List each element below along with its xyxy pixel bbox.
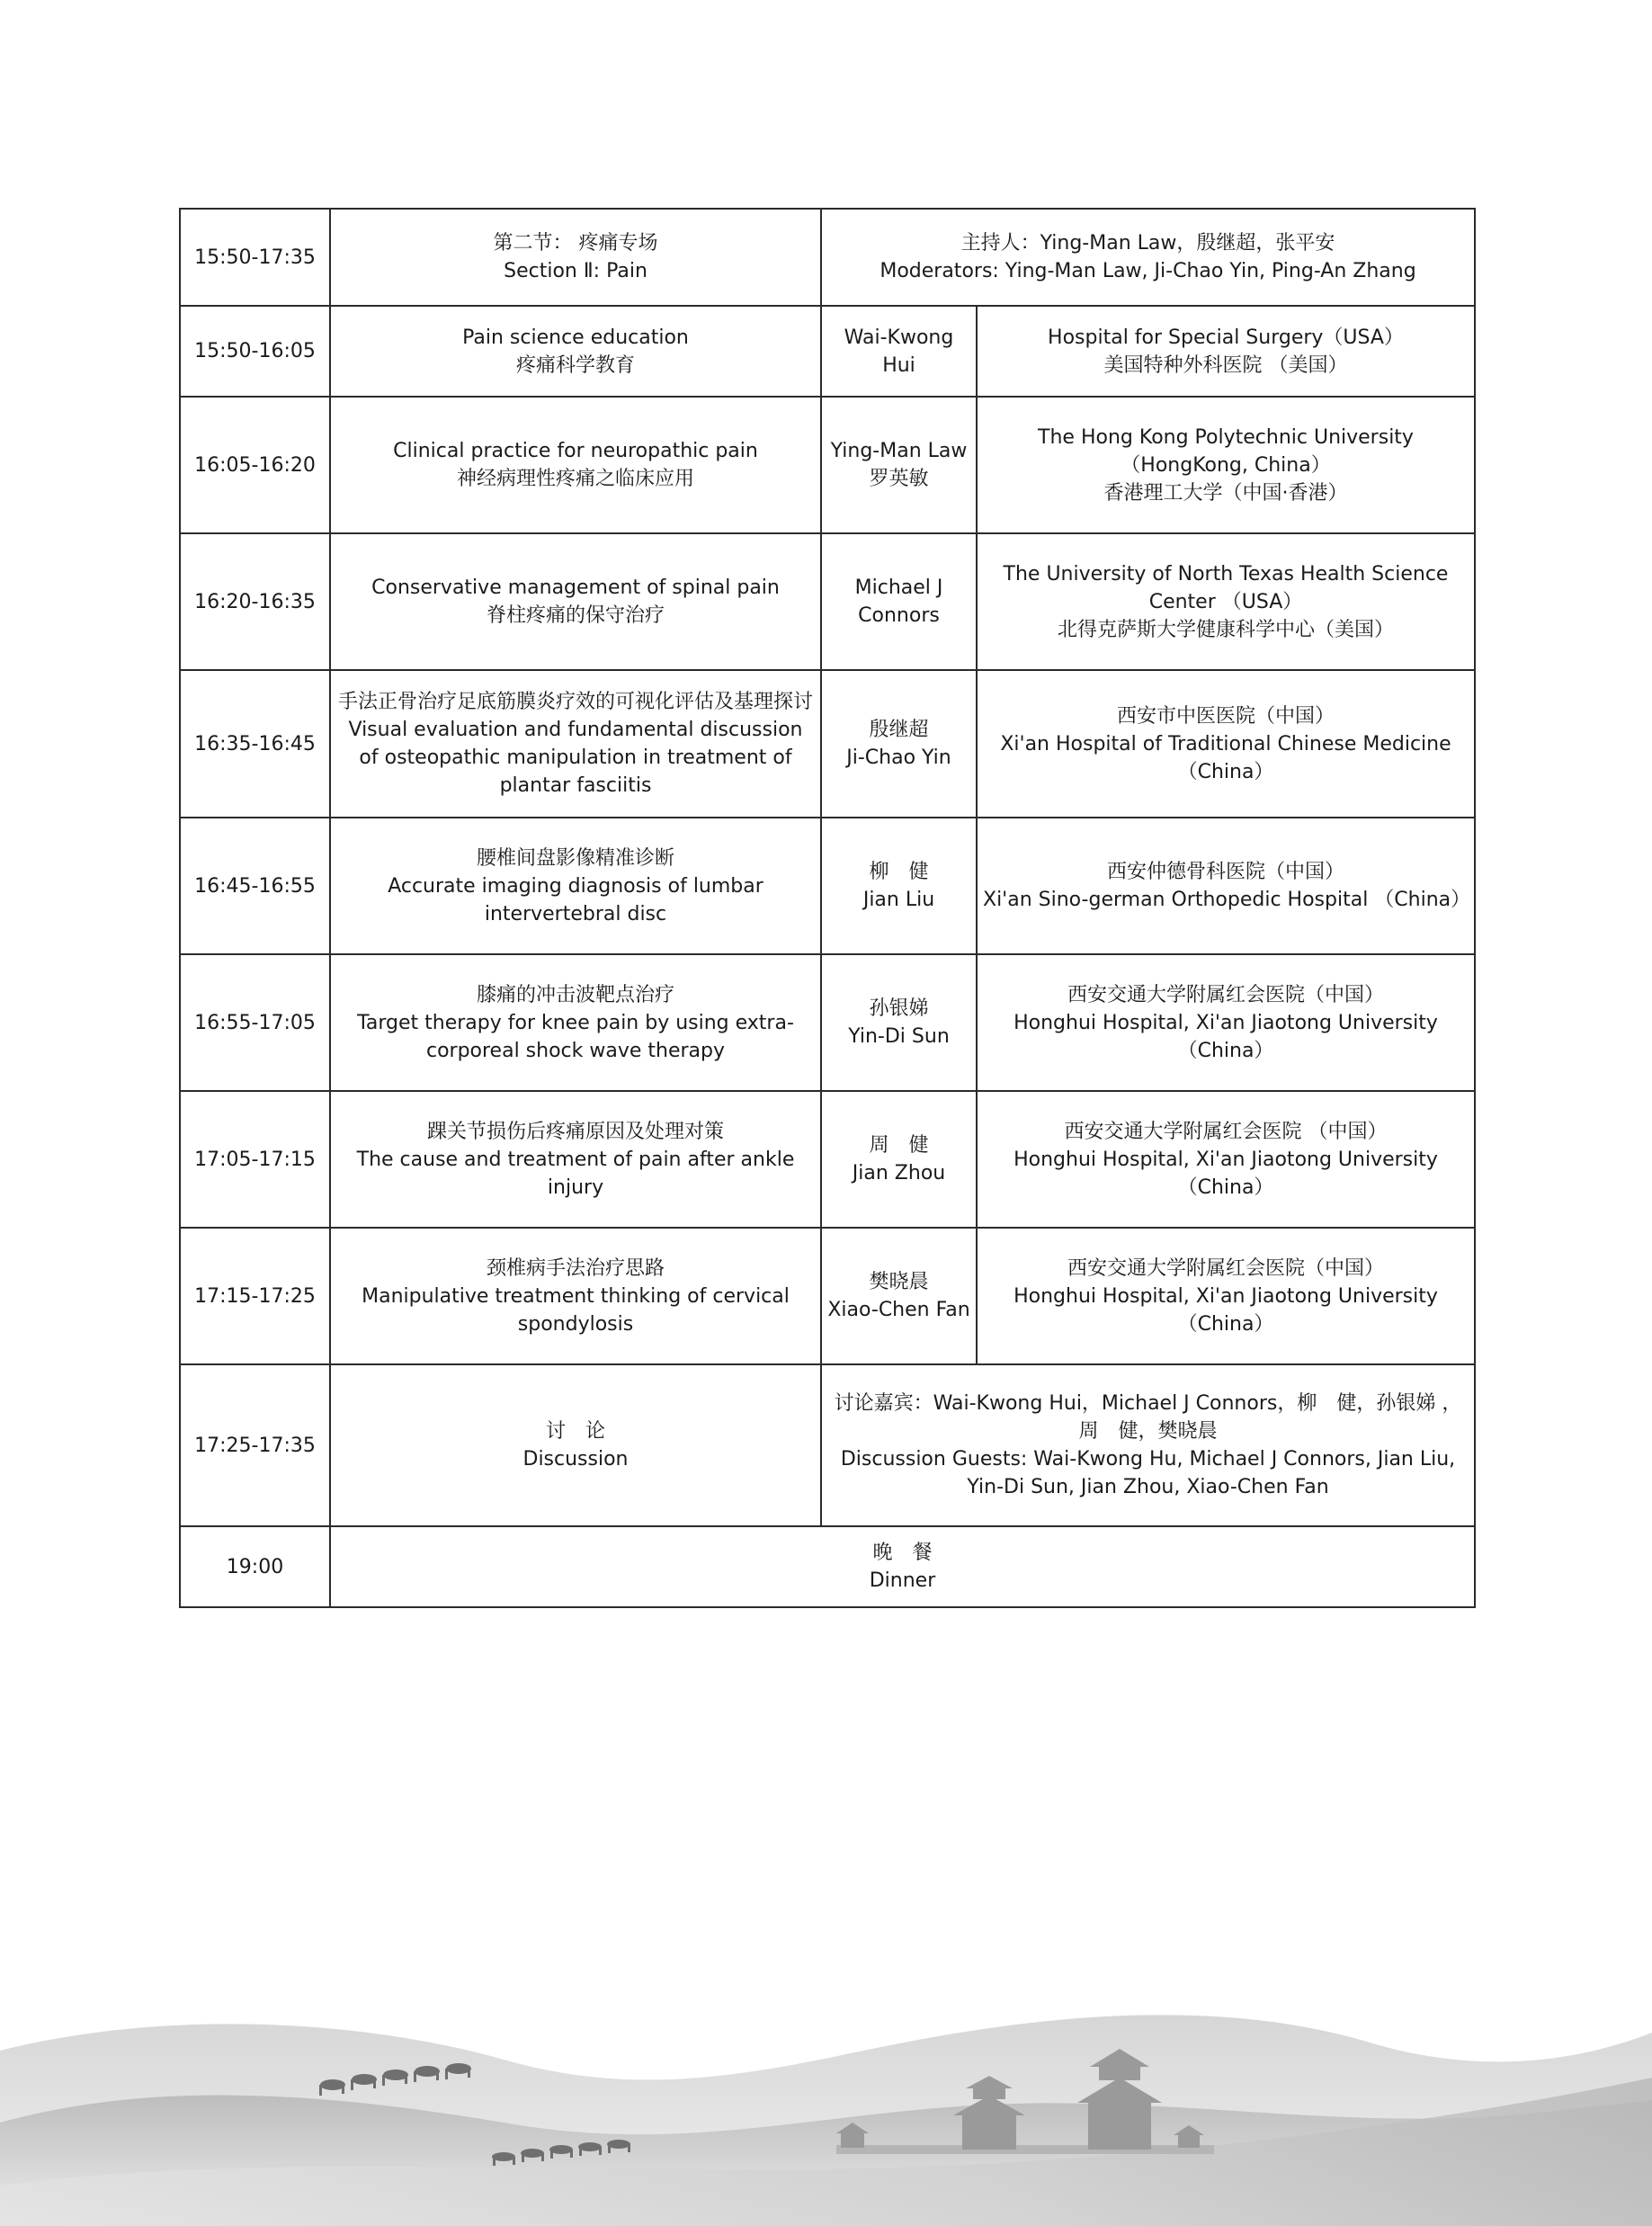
session-moderators (821, 209, 1475, 306)
talk-speaker-line: Ji-Chao Yin (846, 746, 951, 769)
talk-time: 16:35-16:45 (180, 670, 330, 818)
talk-time: 17:15-17:25 (180, 1228, 330, 1364)
session-title-en: Section Ⅱ: Pain (504, 260, 647, 282)
dinner-title-en: Dinner (869, 1569, 936, 1592)
talk-title-line: Clinical practice for neuropathic pain (393, 440, 758, 462)
schedule-table (179, 208, 1476, 1608)
talk-title-line: 脊柱疼痛的保守治疗 (486, 604, 665, 627)
talk-speaker-line: Wai-Kwong Hui (844, 326, 954, 377)
talk-speaker-line: Jian Liu (862, 889, 935, 911)
talk-affiliation-line: Xi'an Sino-german Orthopedic Hospital （China） (983, 889, 1471, 911)
discussion-title (330, 1364, 821, 1526)
talk-title-line: Visual evaluation and fundamental discussion of osteopathic manipulation in treatment of plantar fasciitis (348, 719, 803, 797)
dinner-time: 19:00 (180, 1526, 330, 1607)
discussion-guests-en: Discussion Guests: Wai-Kwong Hu, Michael J Connors, Jian Liu, Yin-Di Sun, Jian Zhou, Xiao-Chen Fan (840, 1448, 1456, 1498)
talk-speaker (821, 818, 977, 954)
talk-speaker (821, 397, 977, 533)
talk-title-line: 疼痛科学教育 (515, 353, 635, 377)
talk-speaker-line: Ying-Man Law (830, 440, 968, 462)
talk-time: 16:05-16:20 (180, 397, 330, 533)
talk-affiliation-line: 西安交通大学附属红会医院（中国） (1067, 1256, 1385, 1280)
talk-affiliation (977, 670, 1475, 818)
talk-affiliation-line: 美国特种外科医院 （美国） (1103, 353, 1348, 377)
talk-affiliation (977, 954, 1475, 1091)
talk-affiliation-line: 西安市中医医院（中国） (1117, 704, 1335, 728)
talk-row (180, 670, 1475, 818)
talk-affiliation (977, 306, 1475, 397)
talk-row (180, 818, 1475, 954)
talk-affiliation-line: 北得克萨斯大学健康科学中心（美国） (1058, 618, 1395, 641)
talk-title-line: Manipulative treatment thinking of cervical spondylosis (362, 1284, 790, 1336)
talk-time: 16:45-16:55 (180, 818, 330, 954)
talk-title-line: Accurate imaging diagnosis of lumbar intervertebral disc (388, 874, 763, 925)
talk-affiliation (977, 1228, 1475, 1364)
talk-time: 16:55-17:05 (180, 954, 330, 1091)
talk-affiliation-line: 西安交通大学附属红会医院（中国） (1067, 983, 1385, 1006)
talk-speaker (821, 1091, 977, 1228)
talk-title-line: 颈椎病手法治疗思路 (486, 1256, 665, 1280)
discussion-title-cn: 讨 论 (545, 1420, 605, 1443)
discussion-title-en: Discussion (522, 1448, 629, 1471)
talk-row (180, 1091, 1475, 1228)
talk-row (180, 533, 1475, 670)
talk-speaker (821, 670, 977, 818)
talk-title-line: 手法正骨治疗足底筋膜炎疗效的可视化评估及基理探讨 (337, 691, 813, 713)
session-header-row (180, 209, 1475, 306)
talk-title (330, 1228, 821, 1364)
talk-row (180, 397, 1475, 533)
talk-speaker-line: Connors (858, 604, 940, 627)
talk-speaker-line: 罗英敏 (869, 468, 929, 490)
talk-speaker-line: Xiao-Chen Fan (827, 1299, 970, 1321)
talk-row (180, 954, 1475, 1091)
talk-affiliation-line: 香港理工大学（中国·香港） (1103, 481, 1348, 505)
talk-title-line: 神经病理性疼痛之临床应用 (456, 468, 694, 490)
talk-speaker (821, 954, 977, 1091)
talk-title-line: The cause and treatment of pain after ankle injury (356, 1148, 795, 1199)
talk-affiliation-line: Honghui Hospital, Xi'an Jiaotong University（China） (1014, 1284, 1438, 1336)
talk-time: 16:20-16:35 (180, 533, 330, 670)
talk-speaker-line: Yin-Di Sun (848, 1025, 950, 1048)
discussion-time: 17:25-17:35 (180, 1364, 330, 1526)
talk-title (330, 533, 821, 670)
talk-title (330, 306, 821, 397)
talk-affiliation-line: 西安交通大学附属红会医院 （中国） (1064, 1120, 1388, 1143)
session-title (330, 209, 821, 306)
desert-landscape-illustration (0, 1943, 1652, 2226)
talk-title (330, 818, 821, 954)
talk-speaker (821, 306, 977, 397)
talk-affiliation-line: The Hong Kong Polytechnic University （HongKong, China） (1038, 425, 1414, 477)
talk-speaker (821, 533, 977, 670)
talk-affiliation-line: Hospital for Special Surgery（USA） (1048, 326, 1404, 349)
talk-row (180, 1228, 1475, 1364)
dinner-title (330, 1526, 1475, 1607)
talk-row (180, 306, 1475, 397)
talk-affiliation (977, 1091, 1475, 1228)
talk-title (330, 670, 821, 818)
talk-title (330, 954, 821, 1091)
talk-affiliation-line: Honghui Hospital, Xi'an Jiaotong University（China） (1014, 1148, 1438, 1199)
talk-title-line: Target therapy for knee pain by using extra-corporeal shock wave therapy (357, 1011, 794, 1062)
talk-speaker-line: 樊晓晨 (869, 1271, 929, 1293)
talk-title-line: Conservative management of spinal pain (371, 577, 780, 599)
talk-speaker-line: Jian Zhou (852, 1162, 946, 1185)
talk-time: 17:05-17:15 (180, 1091, 330, 1228)
dinner-row (180, 1526, 1475, 1607)
talk-title-line: Pain science education (462, 326, 689, 349)
talk-title-line: 膝痛的冲击波靶点治疗 (476, 983, 674, 1006)
discussion-guests-cn: 讨论嘉宾：Wai-Kwong Hui，Michael J Connors，柳 健，孙银娣 ，周 健，樊晓晨 (834, 1392, 1462, 1443)
talk-affiliation-line: 西安仲德骨科医院（中国） (1107, 861, 1345, 883)
talk-time: 15:50-16:05 (180, 306, 330, 397)
talk-title (330, 1091, 821, 1228)
talk-title (330, 397, 821, 533)
talk-affiliation-line: Xi'an Hospital of Traditional Chinese Medicine （China） (1000, 732, 1451, 783)
talk-affiliation-line: The University of North Texas Health Science Center （USA） (1003, 562, 1449, 613)
talk-affiliation (977, 533, 1475, 670)
talk-title-line: 踝关节损伤后疼痛原因及处理对策 (426, 1120, 724, 1143)
talk-affiliation (977, 397, 1475, 533)
moderators-cn: 主持人：Ying-Man Law，殷继超，张平安 (960, 232, 1335, 255)
session-title-cn: 第二节： 疼痛专场 (493, 232, 658, 255)
talk-speaker-line: Michael J (854, 577, 943, 599)
discussion-row (180, 1364, 1475, 1526)
talk-speaker-line: 周 健 (869, 1134, 929, 1157)
talk-affiliation-line: Honghui Hospital, Xi'an Jiaotong University（China） (1014, 1011, 1438, 1062)
talk-affiliation (977, 818, 1475, 954)
talk-speaker-line: 殷继超 (869, 719, 929, 741)
session-time: 15:50-17:35 (180, 209, 330, 306)
dinner-title-cn: 晚 餐 (872, 1542, 933, 1564)
discussion-guests (821, 1364, 1475, 1526)
talk-speaker-line: 柳 健 (869, 861, 929, 883)
talk-speaker (821, 1228, 977, 1364)
talk-title-line: 腰椎间盘影像精准诊断 (476, 846, 674, 870)
moderators-en: Moderators: Ying-Man Law, Ji-Chao Yin, Ping-An Zhang (880, 260, 1416, 282)
talk-speaker-line: 孙银娣 (869, 997, 929, 1020)
